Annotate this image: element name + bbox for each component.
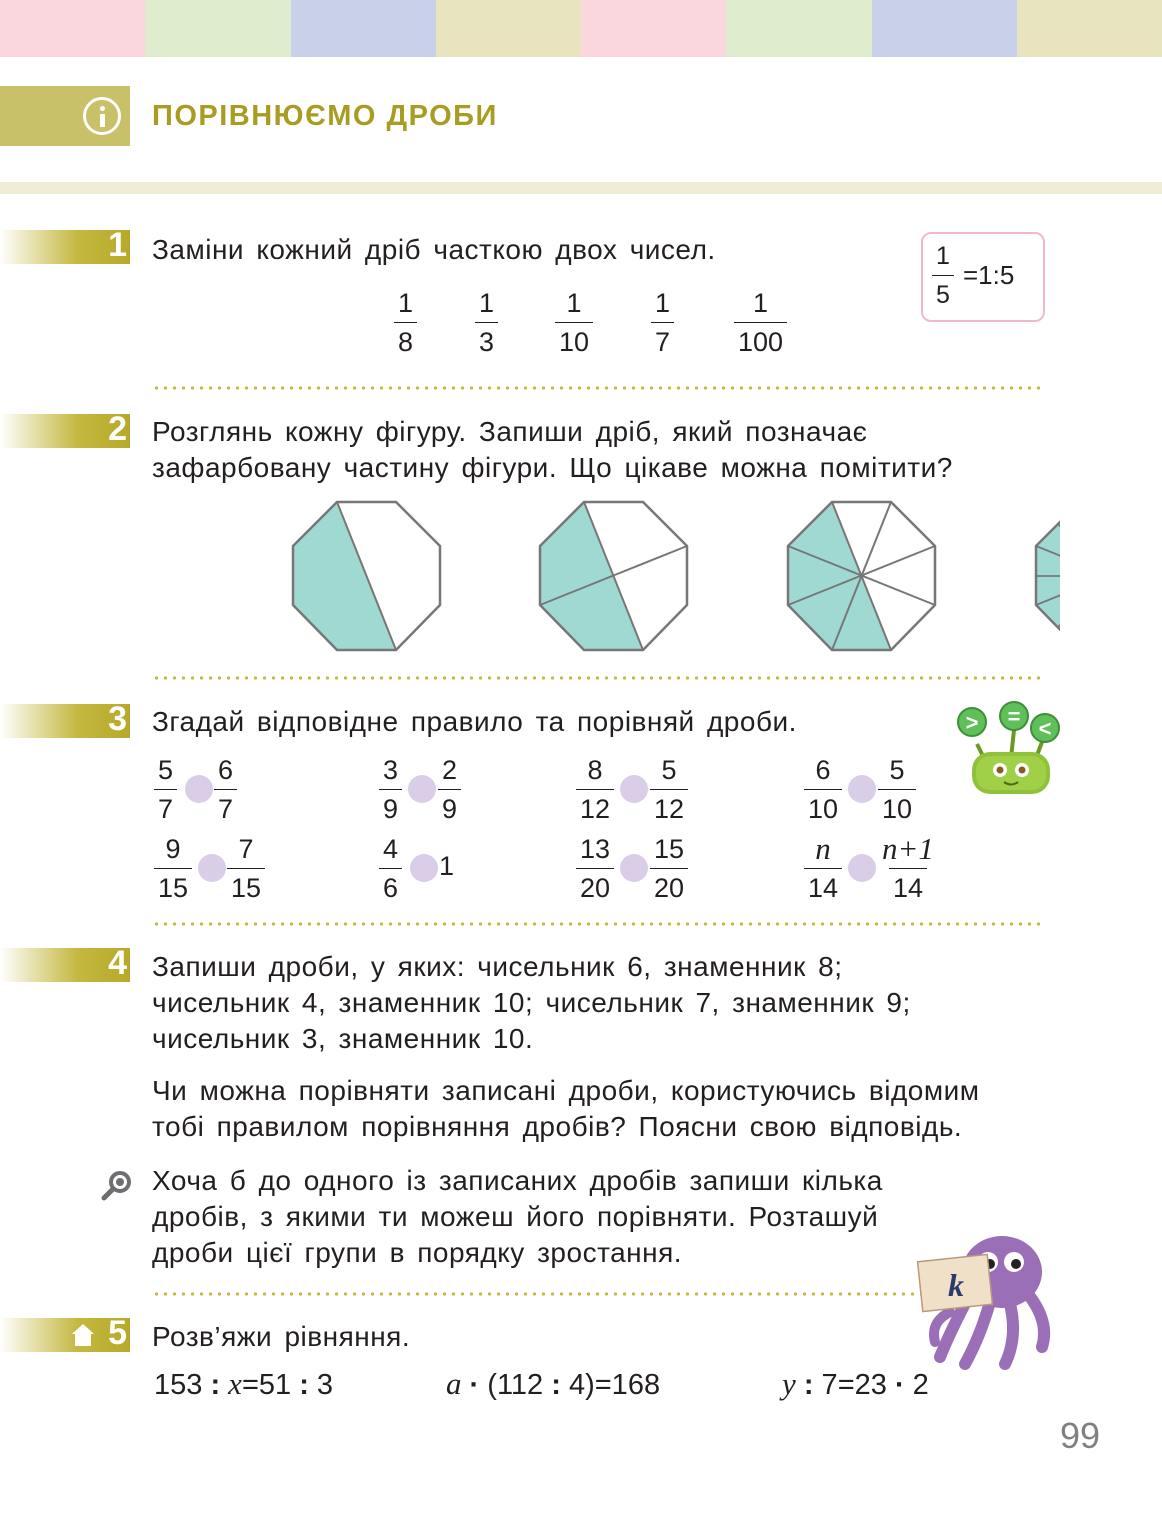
octagon-half <box>293 502 440 650</box>
task4-extra-line: дробів, з якими ти можеш його порівняти. Розташуй <box>152 1201 879 1232</box>
task4-extra-line: Хоча б до одного із записаних дробів запиши кілька <box>152 1165 883 1196</box>
equation: 153 : x=51 : 3 <box>154 1366 334 1401</box>
fraction: $\frac{5}{12}$ <box>650 755 688 824</box>
task-number-tab <box>0 944 130 982</box>
fraction: $\frac{n}{14}$ <box>804 834 842 903</box>
task-number-tab <box>0 226 130 264</box>
fraction: $\frac{1}{3}$ <box>475 288 498 357</box>
dotted-separator <box>152 676 1040 680</box>
fraction: $\frac{1}{7}$ <box>651 288 674 357</box>
octagon-eighths <box>788 502 935 650</box>
octagon-quarters <box>540 502 687 650</box>
octagon-figures <box>140 490 1060 662</box>
task-number: 2 <box>108 410 127 448</box>
color-stripe <box>581 0 726 57</box>
task-number: 4 <box>108 944 127 982</box>
fraction: $\frac{8}{12}$ <box>576 755 614 824</box>
fraction: $\frac{n+1}{14}$ <box>882 831 934 903</box>
dotted-separator <box>152 922 1040 926</box>
greater-sign: > <box>965 710 979 735</box>
header-divider <box>0 182 1162 194</box>
fraction: $\frac{1}{100}$ <box>734 288 787 357</box>
task-number: 1 <box>108 226 127 264</box>
fraction: $\frac{15}{20}$ <box>650 834 688 903</box>
comparison-circle[interactable] <box>620 775 648 803</box>
less-sign: < <box>1038 716 1052 741</box>
fraction: $\frac{6}{7}$ <box>214 755 237 824</box>
example-rhs: =1:5 <box>963 260 1015 290</box>
octopus-card-letter: k <box>948 1267 964 1303</box>
equal-sign: = <box>1007 704 1021 729</box>
task-number: 5 <box>108 1314 127 1352</box>
comparison-circle[interactable] <box>620 854 648 882</box>
comparison-circle[interactable] <box>848 854 876 882</box>
task4-text-line: чисельник 4, знаменник 10; чисельник 7, знаменник 9; <box>152 987 911 1018</box>
color-stripe <box>1017 0 1162 57</box>
color-stripe <box>726 0 871 57</box>
page-title: ПОРІВНЮЄМО ДРОБИ <box>152 100 498 132</box>
magnifier-icon <box>101 1169 133 1201</box>
fraction: $\frac{13}{20}$ <box>576 834 614 903</box>
dotted-separator <box>152 1292 922 1296</box>
fraction: $\frac{5}{10}$ <box>878 755 916 824</box>
fraction: $\frac{5}{7}$ <box>154 755 177 824</box>
task5-text: Розв’яжи рівняння. <box>152 1321 411 1352</box>
task1-text: Заміни кожний дріб часткою двох чисел. <box>152 234 716 265</box>
page-number: 99 <box>1060 1415 1101 1456</box>
task4-text-line: Запиши дроби, у яких: чисельник 6, знаменник 8; <box>152 951 843 982</box>
task-number-tab <box>0 1314 130 1352</box>
fraction: $\frac{4}{6}$ <box>379 834 402 903</box>
task4-question-line: Чи можна порівняти записані дроби, користуючись відомим <box>152 1075 980 1106</box>
task-number-tab <box>0 700 130 738</box>
equation: a · (112 : 4)=168 <box>446 1366 661 1401</box>
task4-question-line: тобі правилом порівняння дробів? Поясни свою відповідь. <box>152 1111 963 1142</box>
dotted-separator <box>152 386 1040 390</box>
octagon-sixteenths <box>1036 502 1060 650</box>
equation: y : 7=23 · 2 <box>782 1366 929 1401</box>
color-stripe <box>0 0 145 57</box>
color-stripe <box>436 0 581 57</box>
whole-number: 1 <box>439 851 455 881</box>
fraction: $\frac{2}{9}$ <box>438 755 461 824</box>
task-number: 3 <box>108 700 127 738</box>
fraction: $\frac{1}{10}$ <box>555 288 593 357</box>
comparison-circle[interactable] <box>408 775 436 803</box>
top-color-bar <box>0 0 1162 57</box>
comparison-mascot <box>944 700 1066 800</box>
comparison-circle[interactable] <box>198 854 226 882</box>
comparison-circle[interactable] <box>410 854 438 882</box>
task3-text: Згадай відповідне правило та порівняй дроби. <box>152 706 797 737</box>
color-stripe <box>872 0 1017 57</box>
info-icon <box>83 97 121 135</box>
fraction: $\frac{9}{15}$ <box>154 834 192 903</box>
fraction: $\frac{7}{15}$ <box>227 834 265 903</box>
home-icon <box>72 1324 94 1346</box>
task2-text-line: Розглянь кожну фігуру. Запиши дріб, який позначає <box>152 416 868 447</box>
task4-text-line: чисельник 3, знаменник 10. <box>152 1023 534 1054</box>
task-number-tab <box>0 410 130 448</box>
example-fraction: $\frac{1}{5}$ <box>932 241 954 310</box>
color-stripe <box>291 0 436 57</box>
fraction: $\frac{3}{9}$ <box>379 755 402 824</box>
octopus-illustration <box>910 1232 1060 1372</box>
task4-extra-line: дроби цієї групи в порядку зростання. <box>152 1237 683 1268</box>
task2-text-line: зафарбовану частину фігури. Що цікаве можна помітити? <box>152 452 953 483</box>
fraction: $\frac{6}{10}$ <box>804 755 842 824</box>
fraction: $\frac{1}{8}$ <box>394 288 417 357</box>
comparison-circle[interactable] <box>848 775 876 803</box>
comparison-circle[interactable] <box>185 775 213 803</box>
color-stripe <box>145 0 290 57</box>
